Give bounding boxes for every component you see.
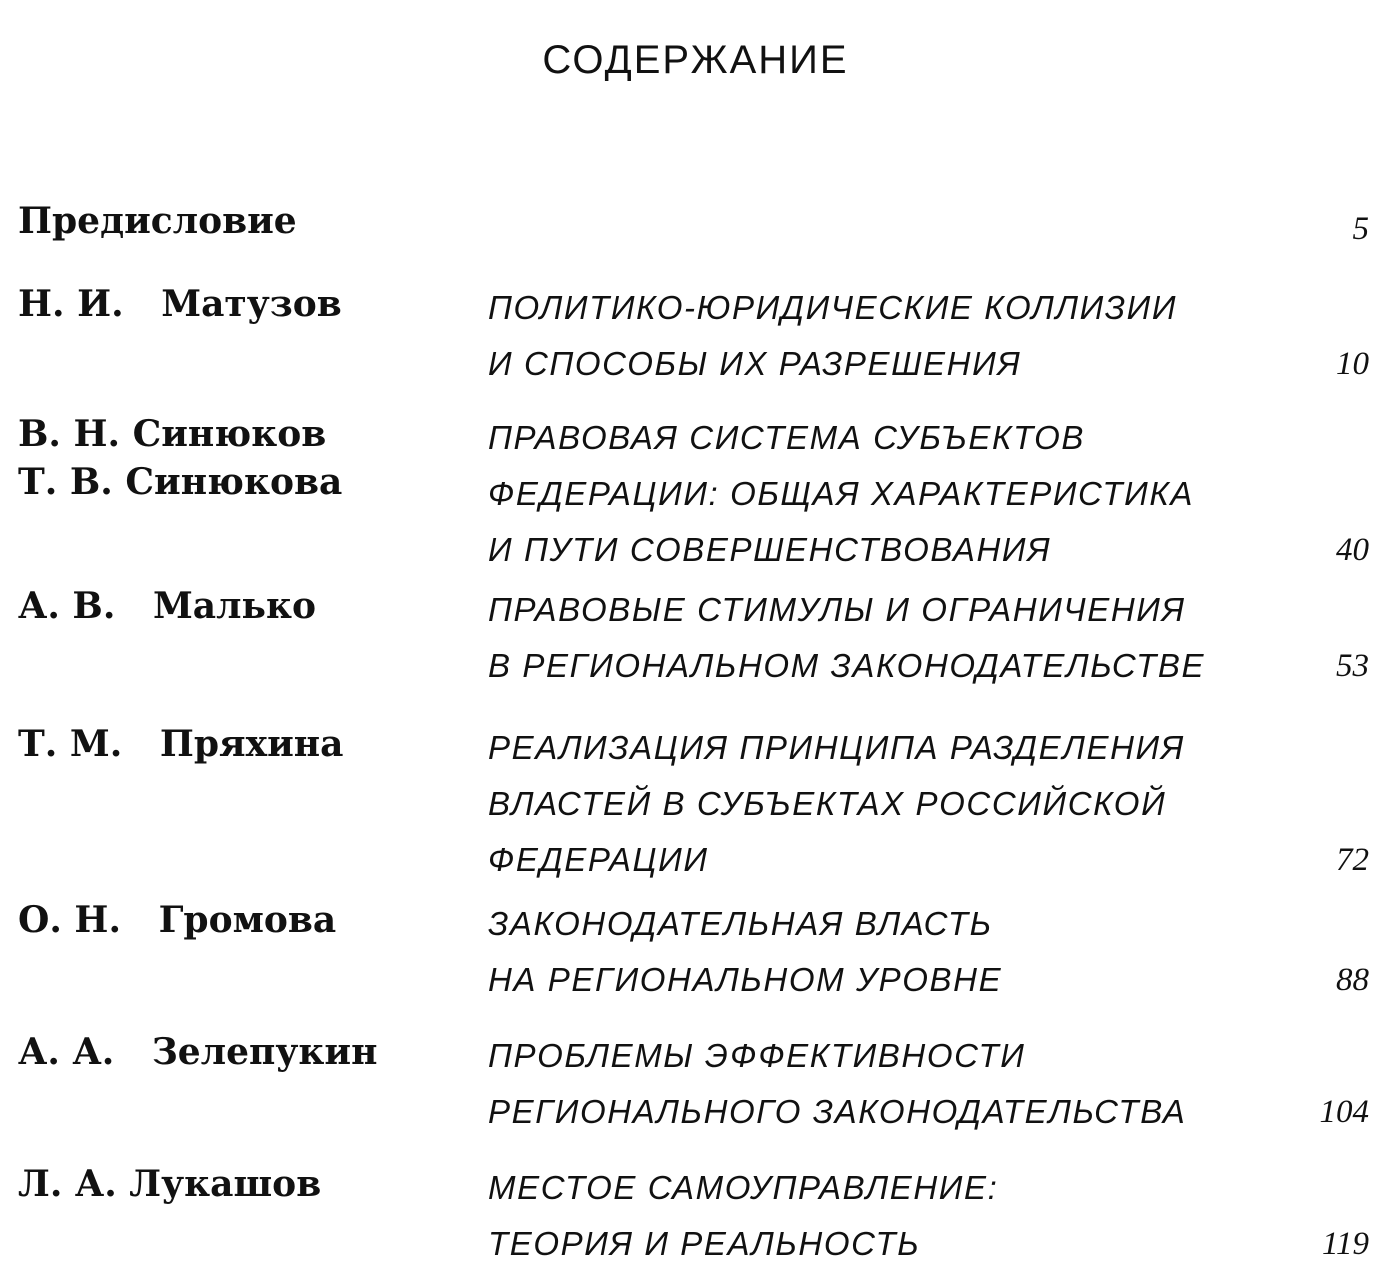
toc-entry-authors — [18, 410, 342, 506]
author-name: Т. В. Синюкова — [18, 461, 343, 503]
page-title: СОДЕРЖАНИЕ — [542, 38, 849, 82]
page-number: 104 — [1319, 1094, 1369, 1130]
toc-entry-authors — [18, 1160, 321, 1208]
author-name: Н. И. Матузов — [18, 283, 342, 325]
toc-entry-authors — [18, 582, 316, 630]
title-line: ТЕОРИЯ И РЕАЛЬНОСТЬ — [488, 1225, 921, 1262]
toc-entry-authors — [18, 197, 297, 245]
author-name: Л. А. Лукашов — [18, 1163, 322, 1205]
author-name: Т. М. Пряхина — [18, 723, 344, 765]
title-line: ПРАВОВЫЕ СТИМУЛЫ И ОГРАНИЧЕНИЯ — [488, 591, 1186, 628]
page-number: 53 — [1336, 648, 1369, 684]
title-line: ФЕДЕРАЦИИ: ОБЩАЯ ХАРАКТЕРИСТИКА — [488, 475, 1195, 512]
title-line: МЕСТОЕ САМОУПРАВЛЕНИЕ: — [488, 1169, 999, 1206]
title-line: ПОЛИТИКО-ЮРИДИЧЕСКИЕ КОЛЛИЗИИ — [488, 289, 1178, 326]
title-line: В РЕГИОНАЛЬНОМ ЗАКОНОДАТЕЛЬСТВЕ — [488, 647, 1206, 684]
page-number: 88 — [1336, 962, 1369, 998]
page-number: 40 — [1336, 532, 1369, 568]
page-number: 10 — [1336, 346, 1369, 382]
author-name: А. В. Малько — [18, 585, 316, 627]
toc-entry-title — [488, 410, 1194, 578]
toc-entry-title — [488, 896, 1002, 1008]
author-name: О. Н. Громова — [18, 899, 337, 941]
title-line: ЗАКОНОДАТЕЛЬНАЯ ВЛАСТЬ — [488, 905, 993, 942]
toc-entry-authors — [18, 280, 342, 328]
title-line: И СПОСОБЫ ИХ РАЗРЕШЕНИЯ — [488, 345, 1022, 382]
toc-entry-authors — [18, 1028, 377, 1076]
author-name: В. Н. Синюков — [18, 413, 327, 455]
title-line: ПРАВОВАЯ СИСТЕМА СУБЪЕКТОВ — [488, 419, 1085, 456]
title-line: ФЕДЕРАЦИИ — [488, 841, 709, 878]
toc-entry-authors — [18, 896, 336, 944]
title-line: РЕАЛИЗАЦИЯ ПРИНЦИПА РАЗДЕЛЕНИЯ — [488, 729, 1185, 766]
page-number: 72 — [1336, 842, 1369, 878]
preface-label: Предисловие — [18, 200, 297, 242]
toc-entry-title — [488, 280, 1177, 392]
title-line: И ПУТИ СОВЕРШЕНСТВОВАНИЯ — [488, 531, 1052, 568]
title-line: ПРОБЛЕМЫ ЭФФЕКТИВНОСТИ — [488, 1037, 1026, 1074]
toc-entry-title — [488, 1160, 998, 1272]
toc-entry-title — [488, 582, 1205, 694]
toc-entry-title — [488, 1028, 1186, 1140]
title-line: НА РЕГИОНАЛЬНОМ УРОВНЕ — [488, 961, 1003, 998]
toc-entry-authors — [18, 720, 343, 768]
toc-entry-title — [488, 720, 1185, 888]
title-line: ВЛАСТЕЙ В СУБЪЕКТАХ РОССИЙСКОЙ — [488, 785, 1167, 822]
author-name: А. А. Зелепукин — [18, 1031, 378, 1073]
page-number: 119 — [1321, 1226, 1369, 1262]
title-line: РЕГИОНАЛЬНОГО ЗАКОНОДАТЕЛЬСТВА — [488, 1093, 1187, 1130]
page-number: 5 — [1352, 211, 1369, 247]
